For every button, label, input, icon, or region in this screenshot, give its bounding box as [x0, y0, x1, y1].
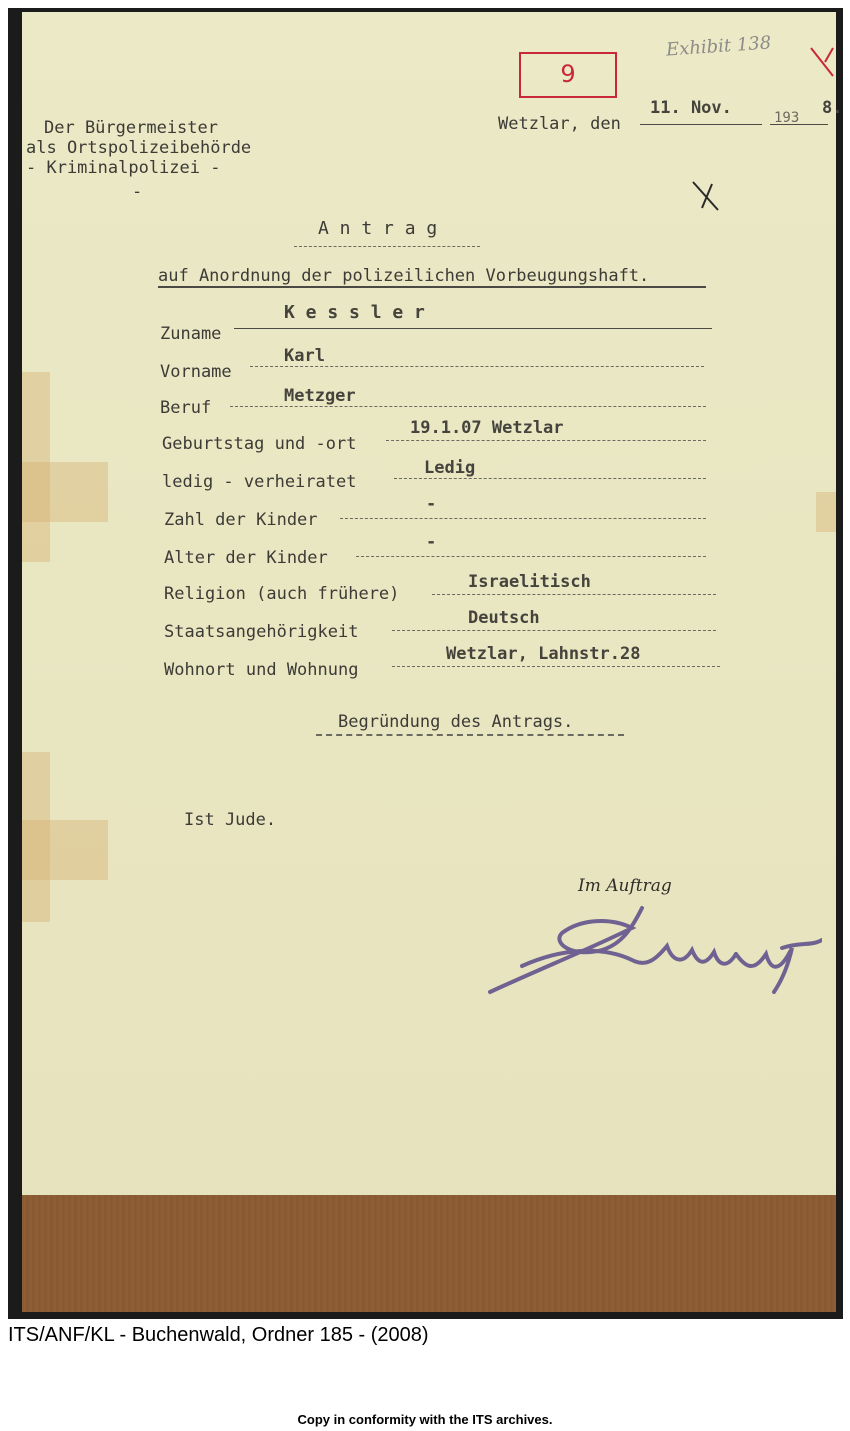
year-line [770, 124, 828, 125]
field-line-kinderalter [356, 556, 706, 557]
document-title: A n t r a g [318, 218, 438, 239]
field-label-beruf: Beruf [160, 398, 212, 418]
reason-heading: Begründung des Antrags. [338, 712, 574, 732]
field-label-staatsangehoerigkeit: Staatsangehörigkeit [164, 622, 359, 642]
field-value-beruf: Metzger [284, 386, 356, 406]
field-value-geburtstag: 19.1.07 Wetzlar [410, 418, 564, 438]
field-line-zuname [234, 328, 712, 329]
archive-caption: ITS/ANF/KL - Buchenwald, Ordner 185 - (2008) [8, 1324, 429, 1346]
pencil-x-mark-icon [690, 178, 722, 214]
header-line-2: als Ortspolizeibehörde [26, 138, 252, 158]
document-subtitle: auf Anordnung der polizeilichen Vorbeugungshaft. [158, 266, 650, 286]
punch-hole-bottom [8, 834, 22, 858]
tape-strip-bottom [22, 820, 108, 880]
field-label-zuname: Zuname [160, 324, 222, 344]
field-value-familienstand: Ledig [424, 458, 476, 478]
reason-text: Ist Jude. [184, 810, 277, 830]
stamp-number: 9 [560, 60, 576, 88]
field-label-kinderalter: Alter der Kinder [164, 548, 328, 568]
field-line-wohnort [392, 666, 720, 667]
brown-backing-strip [22, 1195, 836, 1312]
field-line-beruf [230, 406, 706, 407]
year-prefix: 193 [774, 110, 800, 126]
header-dash: - [132, 182, 143, 202]
field-value-kinderzahl: - [426, 494, 437, 514]
field-value-vorname: Karl [284, 346, 325, 366]
reason-heading-underline [316, 734, 624, 736]
year-typed: 8. [822, 98, 843, 118]
archive-footer: Copy in conformity with the ITS archives. [297, 1412, 553, 1427]
field-line-geburtstag [386, 440, 706, 441]
field-value-religion: Israelitisch [468, 572, 591, 592]
signature-prefix: Im Auftrag [578, 876, 672, 896]
field-label-religion: Religion (auch frühere) [164, 584, 400, 604]
punch-hole-top [8, 484, 22, 508]
field-label-kinderzahl: Zahl der Kinder [164, 510, 318, 530]
field-value-wohnort: Wetzlar, Lahnstr.28 [446, 644, 641, 664]
field-line-vorname [250, 366, 704, 367]
field-value-staatsangehoerigkeit: Deutsch [468, 608, 540, 628]
handwritten-signature-icon [482, 888, 822, 998]
subtitle-underline [158, 286, 706, 288]
date-line [640, 124, 762, 125]
title-underline [294, 246, 480, 247]
field-value-kinderalter: - [426, 532, 437, 552]
field-label-geburtstag: Geburtstag und -ort [162, 434, 357, 454]
red-check-mark-icon [807, 42, 837, 82]
field-value-zuname: K e s s l e r [284, 302, 425, 323]
date-typed: 11. Nov. [650, 98, 732, 118]
document-paper [22, 12, 843, 1312]
tape-strip-top [22, 462, 108, 522]
place-prefix: Wetzlar, den [498, 114, 621, 134]
field-label-vorname: Vorname [160, 362, 232, 382]
field-line-kinderzahl [340, 518, 706, 519]
exhibit-note: Exhibit 138 [665, 32, 772, 61]
field-line-religion [432, 594, 716, 595]
scanned-document [8, 8, 843, 1319]
field-line-staatsangehoerigkeit [392, 630, 716, 631]
tape-right [816, 492, 836, 532]
field-label-wohnort: Wohnort und Wohnung [164, 660, 359, 680]
archive-stamp [519, 52, 617, 98]
field-label-familienstand: ledig - verheiratet [162, 472, 357, 492]
field-line-familienstand [394, 478, 706, 479]
header-line-3: - Kriminalpolizei - [26, 158, 221, 178]
header-line-1: Der Bürgermeister [44, 118, 218, 138]
